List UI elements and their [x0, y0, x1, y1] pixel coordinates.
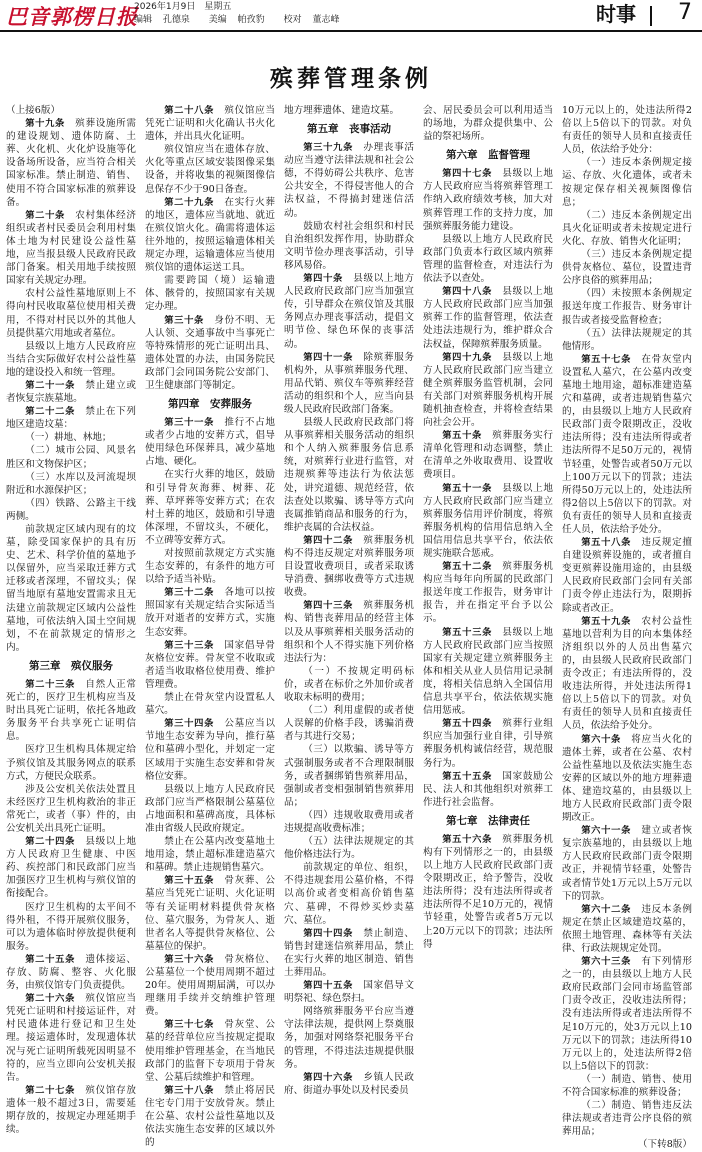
paragraph-text: （四）铁路、公路主干线两侧。	[6, 497, 136, 522]
paragraph-text: 国家倡导文明祭祀、绿色祭扫。	[284, 980, 415, 1005]
article-paragraph	[284, 835, 414, 861]
paragraph-text: 殡葬服务机构不得违反规定对殡葬服务项目设置收费项目，或者采取诱导消费、捆绑收费等方式违规收费。	[284, 534, 415, 599]
article-paragraph	[562, 1138, 692, 1151]
paragraph-text: （二）违反本条例规定出具火化证明或者未按规定进行火化、存放、销售火化证明；	[562, 209, 692, 247]
paragraph-text: （五）法律法规规定的其他情形。	[562, 327, 692, 352]
article-paragraph	[145, 586, 275, 638]
article-number: 第二十二条	[25, 406, 76, 418]
article-number: 第五十条	[442, 430, 482, 442]
paragraph-text: （二）利用虚假的或者使人误解的价格手段，诱骗消费者与其进行交易；	[284, 705, 414, 743]
article-paragraph	[145, 717, 275, 782]
article-number: 第三十条	[164, 314, 204, 326]
article-paragraph	[145, 1084, 275, 1149]
article-number: 第十九条	[25, 118, 65, 130]
paragraph-text: （一）耕地、林地；	[25, 432, 112, 444]
article-paragraph	[6, 117, 136, 209]
article-paragraph	[284, 861, 414, 926]
article-paragraph	[562, 733, 692, 825]
article-paragraph	[284, 1005, 414, 1070]
paragraph-text: 违反本条例规定在禁止区域建造坟墓的，依照土地管理、森林等有关法律、行政法规规定处罚。	[562, 903, 693, 954]
article-paragraph	[6, 835, 136, 900]
paragraph-text: （一）不按规定明码标价，或者在标价之外加价或者收取未标明的费用；	[284, 665, 414, 704]
article-number: 第四十二条	[303, 534, 354, 546]
paragraph-text: 在实行火葬的地区，遗体应当就地、就近在殡仪馆火化。确需将遗体运往外地的，按照运输遗体相关规定办理，运输遗体应当使用殡仪馆的遗体运送工具。	[145, 196, 276, 274]
article-number: 第三十二条	[164, 587, 215, 599]
article-paragraph	[145, 783, 275, 835]
paragraph-text: （四）未按照本条例规定报送年度工作报告、财务审计报告或者接受监督检查；	[562, 288, 692, 326]
article-number: 第二十六条	[25, 993, 76, 1005]
section-divider	[650, 6, 652, 26]
article-number: 第三十七条	[164, 1019, 215, 1031]
article-paragraph	[6, 104, 136, 117]
article-paragraph	[145, 953, 275, 1018]
article-number: 第五十六条	[442, 833, 493, 845]
article-number: 第六十一条	[581, 825, 632, 837]
article-paragraph	[562, 287, 692, 326]
article-paragraph	[145, 547, 275, 586]
paragraph-text: 县级以上地方人民政府民政部门应当建立健全殡葬服务监管机制，会同有关部门对殡葬服务机构开展随机抽查检查，并将检查结果向社会公开。	[423, 351, 554, 429]
paragraph-text: 殡葬设施所需的建设规划、遗体防腐、土葬、火化机、火化炉设施等化设备场所设备，应当符合相关国家标准。禁止制造、销售、使用不符合国家标准的殡葬设备。	[6, 118, 137, 208]
paragraph-text: 地方埋葬遗体、建造坟墓。	[284, 105, 400, 116]
article-paragraph	[284, 927, 414, 979]
article-paragraph	[423, 167, 553, 232]
article-paragraph	[284, 809, 414, 835]
paragraph-text: （二）制造、销售违反法律法规或者违背公序良俗的殡葬用品；	[562, 1100, 692, 1138]
article-column	[145, 104, 276, 1149]
proofreader-name: 董志峰	[312, 15, 340, 25]
article-paragraph	[284, 743, 414, 808]
article-paragraph	[6, 209, 136, 288]
paragraph-text: （二）城市公园、风景名胜区和文物保护区；	[6, 445, 136, 470]
article-number: 第三十一条	[164, 417, 215, 429]
paragraph-text: 对按照前款规定方式实施生态安葬的，有条件的地方可以给予适当补贴。	[145, 548, 275, 586]
paragraph-text: 农村公益性墓地原则上不得向村民收取墓位使用相关费用，不得对村民以外的其他人员提供墓穴用地或者墓位。	[6, 288, 136, 339]
paragraph-text: （下转8版）	[637, 1139, 692, 1151]
article-paragraph	[562, 327, 692, 353]
paragraph-text: 涉及公安机关依法处置且未经医疗卫生机构救治的非正常死亡，或者（事）件的，由公安机关出具死亡证明。	[6, 783, 136, 834]
article-paragraph	[562, 1099, 692, 1138]
article-number: 第四十五条	[303, 980, 354, 992]
issue-date: 2026年1月9日 星期五	[134, 2, 232, 12]
paragraph-text: （四）违规收取费用或者违规提高收费标准；	[284, 809, 414, 834]
paragraph-text: 殡葬服务机构、销售丧葬用品的经营主体以及从事殡葬相关服务活动的组织和个人不得实施下列价格违法行为：	[284, 600, 415, 664]
paragraph-text: 殡葬行业组织应当加强行业自律，引导殡葬服务机构诚信经营，规范服务行为。	[423, 718, 554, 769]
article-paragraph	[145, 639, 275, 691]
article-number: 第三十六条	[164, 953, 215, 965]
paragraph-text: 禁止将居民住宅专门用于安放骨灰。禁止在公墓、农村公益性墓地以及依法实施生态安葬的区域以外的	[145, 1084, 276, 1149]
article-paragraph	[6, 743, 136, 782]
article-number: 第三十四条	[164, 718, 215, 730]
article-paragraph	[145, 874, 275, 953]
article-paragraph	[284, 665, 414, 704]
article-paragraph	[6, 497, 136, 523]
article-paragraph	[284, 1071, 414, 1097]
article-paragraph	[145, 835, 275, 874]
article-number: 第三十五条	[164, 875, 215, 887]
article-number: 第五十二条	[442, 561, 493, 573]
paragraph-text: 建立或者恢复宗族墓地的，由县级以上地方人民政府民政部门责令限期改正，并视情节轻重，处警告或者情节处1万元以上5万元以下的罚款。	[562, 825, 693, 902]
paragraph-text: 县级以上地方人民政府民政部门应当加强殡葬工作的监督管理，依法查处违法违规行为，维护群众合法权益，保障殡葬服务质量。	[423, 286, 554, 350]
paragraph-text: 前款规定区域内现有的坟墓，除受国家保护的具有历史、艺术、科学价值的墓地予以保留外，应当采取迁葬方式迁移或者深埋，不留坟头；保留当地原有墓地安置需求且无法建立前款规定区域内公益性墓地，可依法纳入国土空间规划，不在前款规定的情形之内。	[6, 524, 136, 653]
article-paragraph	[6, 523, 136, 654]
page-number: 7	[678, 0, 692, 25]
article-number: 第四十三条	[303, 600, 354, 612]
article-number: 第五十一条	[442, 482, 493, 494]
paragraph-text: 除殡葬服务机构外，从事殡葬服务代理、用品代销、殡仪车等殡葬经营活动的组织和个人，应当向县级人民政府民政部门备案。	[284, 351, 415, 415]
paragraph-text: 骨灰堂、公墓的经营单位应当按规定提取使用维护管理基金，在当地民政部门的监督下专项用于骨灰堂、公墓后续维护和管理。	[145, 1019, 276, 1083]
article-column	[562, 104, 693, 1151]
article-number: 第五十九条	[581, 615, 632, 627]
paragraph-text: 会、居民委员会可以利用适当的场地，为群众提供集中、公益的祭祀场所。	[423, 105, 553, 143]
paragraph-text: 农村集体经济组织或者村民委员会利用村集体土地为村民建设公益性墓地，应当报县级人民政府民政部门备案。相关用地手续按照国家有关规定办理。	[6, 209, 137, 287]
article-paragraph	[562, 536, 692, 615]
paragraph-text: 推行不占地或者少占地的安葬方式，倡导使用绿色环保葬具，减少墓地占地、硬化。	[145, 417, 276, 468]
article-paragraph	[145, 1018, 275, 1083]
paragraph-text: 县级以上地方人民政府民政部门应当加强宣传，引导群众在殡仪馆及其服务网点办理丧事活动，提倡文明节俭、绿色环保的丧事活动。	[284, 273, 415, 350]
article-paragraph	[284, 272, 414, 351]
paragraph-text: 县级人民政府民政部门将从事殡葬相关服务活动的组织和个人纳入殡葬服务信息系统，对殡葬行业进行监管，对违规殡葬等违法行为依法惩处，讲究道德、规范经营，依法查处以欺骗、诱导等方式向丧属推销商品和服务的行为，维护丧属的合法权益。	[284, 417, 414, 533]
paragraph-text: （三）违反本条例规定提供骨灰格位、墓位，设置违背公序良俗的殡葬用品；	[562, 249, 692, 287]
paragraph-text: 违反规定擅自建设殡葬设施的，或者擅自变更殡葬设施用途的，由县级人民政府民政部门会同有关部门责令停止违法行为，限期拆除或者改正。	[562, 537, 693, 614]
paragraph-text: 自然人正常死亡的，医疗卫生机构应当及时出具死亡证明，依托各地政务服务平台共享死亡证明信息。	[6, 678, 137, 743]
article-number: 第四十一条	[303, 351, 354, 363]
paragraph-text: 殡仪馆应当凭死亡证明和村接运证件，对村民遗体进行登记和卫生处理。接运遗体时，发现遗体状况与死亡证明所载死因明显不符的，应当立即向公安机关报告。	[6, 993, 137, 1083]
chapter-heading: 第七章 法律责任	[446, 814, 530, 827]
paragraph-text: 县级以上地方人民政府应当将殡葬管理工作纳入政府绩效考核，加大对殡葬管理工作的支持力度，加强殡葬服务能力建设。	[423, 168, 554, 232]
article-number: 第六十二条	[581, 903, 632, 915]
article-paragraph	[6, 287, 136, 339]
paragraph-text: 乡镇人民政府、街道办事处以及村民委员	[284, 1071, 415, 1096]
section-name: 时事	[596, 2, 636, 26]
paragraph-text: 县级以上地方人民政府应当结合实际做好农村公益性墓地的建设投入和统一管理。	[6, 340, 136, 378]
paragraph-text: （三）水库以及河流堤坝附近和水源保护区；	[6, 471, 136, 496]
paragraph-text: 禁止在下列地区建造坟墓：	[6, 406, 137, 431]
paragraph-text: 公墓应当以节地生态安葬为导向，推行墓位和墓碑小型化，并划定一定区域用于实施生态安葬和骨灰格位安葬。	[145, 718, 276, 782]
paragraph-text: 殡仪馆存放遗体一般不超过3日，需要延期存放的，按规定办理延期手续。	[6, 1084, 137, 1136]
article-number: 第四十四条	[303, 927, 354, 939]
article-paragraph	[145, 274, 275, 313]
article-paragraph	[562, 615, 692, 733]
article-column	[423, 104, 553, 1016]
article-paragraph	[423, 833, 553, 951]
article-paragraph	[284, 104, 414, 117]
article-number: 第六十三条	[581, 956, 632, 968]
article-paragraph	[145, 196, 275, 275]
paragraph-text: 网络殡葬服务平台应当遵守法律法规，提供网上祭奠服务，加强对网络祭祀服务平台的管理，不得违法违规提供服务。	[284, 1006, 414, 1070]
article-paragraph	[6, 901, 136, 953]
article-paragraph	[423, 285, 553, 350]
article-paragraph	[284, 416, 414, 534]
article-paragraph	[284, 534, 414, 599]
article-paragraph	[145, 143, 275, 195]
article-paragraph	[562, 1073, 692, 1099]
paragraph-text: 殡仪馆应当凭死亡证明和火化确认书火化遗体，并出具火化证明。	[145, 105, 276, 143]
article-paragraph	[423, 626, 553, 718]
article-paragraph	[145, 314, 275, 393]
masthead-rule	[0, 30, 702, 32]
article-paragraph	[6, 340, 136, 379]
article-number: 第六十条	[581, 733, 621, 745]
paragraph-text: 县级以上地方人民政府民政部门应当严格限制公墓墓位占地面积和墓碑高度，具体标准由省级人民政府规定。	[145, 783, 275, 834]
article-number: 第三十八条	[164, 1084, 215, 1096]
article-paragraph	[145, 416, 275, 468]
article-paragraph	[6, 953, 136, 992]
article-paragraph	[562, 209, 692, 248]
paragraph-text: 将应当火化的遗体土葬，或者在公墓、农村公益性墓地以及依法实施生态安葬的区域以外的地方埋葬遗体、建造坟墓的，由县级以上地方人民政府民政部门责令限期改正。	[562, 733, 693, 824]
paragraph-text: 办理丧事活动应当遵守法律法规和社会公德，不得妨碍公共秩序、危害公共安全，不得侵害他人的合法权益，不得搞封建迷信活动。	[284, 142, 415, 219]
article-number: 第二十八条	[164, 105, 215, 116]
article-paragraph	[562, 248, 692, 287]
article-paragraph	[562, 156, 692, 208]
article-column	[6, 104, 137, 1136]
article-paragraph	[284, 220, 414, 272]
article-paragraph	[562, 824, 692, 903]
editor-name: 孔德泉	[162, 15, 190, 25]
article-number: 第二十四条	[25, 836, 76, 848]
article-paragraph	[284, 704, 414, 743]
masthead	[0, 0, 702, 30]
article-paragraph	[145, 468, 275, 547]
paragraph-text: 医疗卫生机构具体规定给予殡仪馆及其服务网点的联系方式，方便民众联系。	[6, 744, 136, 782]
paragraph-text: 国家倡导骨灰格位安葬。骨灰堂不收取或者适当收取格位使用费、维护管理费。	[145, 639, 276, 690]
paragraph-text: 县级以上地方人民政府民政部门应当按照国家有关规定建立殡葬服务主体和相关从业人员信用记录制度，将相关信息纳入全国信用信息共享平台，依法依规实施信用惩戒。	[423, 626, 554, 717]
article-paragraph	[562, 955, 692, 1073]
newspaper-logo: 巴音郭楞日报	[6, 4, 138, 29]
paragraph-text: 骨灰格位、公墓墓位一个使用周期不超过20年。使用周期届满，可以办理继用手续并交纳维护管理费。	[145, 953, 276, 1018]
article-number: 第五十八条	[581, 537, 632, 549]
article-paragraph	[423, 351, 553, 430]
paragraph-text: 在骨灰堂内设置私人墓穴，在公墓内改变墓地土地用途，超标准建造墓穴和墓碑，或者违规销售墓穴的，由县级以上地方人民政府民政部门责令限期改正，没收违法所得；没有违法所得或者违法所得不足50万元的，视情节轻重，处警告或者50万元以上100万元以下的罚款；违法所得50万元以上的，处违法所得2倍以上5倍以下的罚款。对负有责任的领导人员和直接责任人员，依法给予处分。	[562, 353, 693, 535]
paragraph-text: 县级以上地方人民政府民政部门负责本行政区域内殡葬管理的监督检查，对违法行为依法予以查处。	[423, 233, 553, 285]
article-number: 第四十条	[303, 273, 343, 285]
article-number: 第四十九条	[442, 351, 493, 363]
article-number: 第三十三条	[164, 639, 215, 651]
proof-label: 校对	[283, 15, 302, 25]
article-paragraph	[423, 429, 553, 481]
article-paragraph	[562, 104, 692, 156]
article-paragraph	[423, 560, 553, 625]
paragraph-text: 禁止建立或者恢复宗族墓地。	[6, 379, 137, 405]
editor-label: 编辑	[134, 15, 153, 25]
paragraph-text: 殡仪馆应当在遗体存放、火化等重点区域安装图像采集设备，并将收集的视频图像信息保存不少于90日备查。	[145, 144, 275, 195]
paragraph-text: 禁止在骨灰堂内设置私人墓穴。	[145, 692, 275, 717]
paragraph-text: 遗体接运、存放、防腐、整容、火化服务，由殡仪馆专门负责提供。	[6, 953, 137, 992]
article-paragraph	[6, 379, 136, 405]
paragraph-text: （五）法律法规规定的其他价格违法行为。	[284, 836, 414, 861]
article-paragraph	[6, 444, 136, 470]
paragraph-text: 身份不明、无人认领、交通事故中当事死亡等特殊情形的死亡证明出具、遗体处置的办法，由国务院民政部门会同国务院公安部门、卫生健康部门等制定。	[145, 314, 276, 391]
paragraph-text: 有下列情形之一的，由县级以上地方人民政府民政部门会同市场监管部门责令改正，没收违法所得；没有违法所得或者违法所得不足10万元的，处3万元以上10万元以下的罚款；违法所得10万元以上的，处违法所得2倍以上5倍以下的罚款：	[562, 956, 693, 1072]
article-paragraph	[284, 351, 414, 416]
article-number: 第二十七条	[25, 1084, 76, 1096]
article-number: 第四十七条	[442, 168, 493, 180]
article-number: 第四十八条	[442, 286, 493, 298]
article-paragraph	[562, 353, 692, 536]
article-paragraph	[423, 482, 553, 561]
article-paragraph	[145, 691, 275, 717]
article-column	[284, 104, 415, 1096]
article-paragraph	[6, 431, 136, 444]
article-paragraph	[423, 717, 553, 769]
paragraph-text: 殡葬服务机构有下列情形之一的，由县级以上地方人民政府民政部门责令限期改正，给予警告，没收违法所得；没有违法所得或者违法所得不足10万元的，视情节轻重，处警告或者5万元以上20万元以下的罚款；违法所得	[423, 833, 554, 950]
article-paragraph	[6, 783, 136, 835]
article-number: 第五十五条	[442, 770, 493, 782]
paragraph-text: （三）以欺骗、诱导等方式强制服务或者不合理限制服务，或者捆绑销售殡葬用品，强制或者变相强制销售殡葬用品；	[284, 744, 414, 808]
paragraph-text: 农村公益性墓地以营利为目的向本集体经济组织以外的人员出售墓穴的，由县级人民政府民政部门责令改正；有违法所得的，没收违法所得，并处违法所得1倍以上5倍以下的罚款。对负有责任的领导人员和直接责任人员，依法给予处分。	[562, 615, 693, 732]
paragraph-text: （一）制造、销售、使用不符合国家标准的殡葬设备；	[562, 1073, 692, 1099]
paragraph-text: 在实行火葬的地区，鼓励和引导骨灰海葬、树葬、花葬、草坪葬等安葬方式；在农村土葬的地区，鼓励和引导遗体深埋，不留坟头，不硬化，不立碑等安葬方式。	[145, 469, 275, 546]
article-paragraph	[423, 770, 553, 809]
paragraph-text: （上接6版）	[6, 105, 61, 116]
paragraph-text: 殡葬服务实行清单化管理和动态调整，禁止在清单之外收取费用、设置收费项目。	[423, 430, 554, 481]
article-number: 第五十四条	[442, 718, 493, 730]
paragraph-text: 县级以上地方人民政府卫生健康、中医药、疾控部门和民政部门应当加强医疗卫生机构与殡仪馆的衔接配合。	[6, 836, 137, 900]
article-title: 殡葬管理条例	[270, 66, 432, 92]
article-paragraph	[145, 104, 275, 143]
masthead-meta	[134, 2, 355, 26]
article-paragraph	[562, 903, 692, 955]
article-number: 第二十五条	[25, 953, 76, 965]
chapter-heading: 第四章 安葬服务	[168, 398, 252, 411]
article-number: 第五十七条	[581, 353, 632, 365]
article-paragraph	[6, 992, 136, 1084]
paragraph-text: 前款规定的单位、组织，不得违规套用公墓价格，不得以高价或者变相高价销售墓穴、墓碑，不得炒买炒卖墓穴、墓位。	[284, 862, 414, 926]
paragraph-text: 需要跨国（境）运输遗体、骸骨的，按照国家有关规定办理。	[145, 275, 275, 313]
article-paragraph	[6, 405, 136, 431]
article-number: 第二十九条	[164, 196, 215, 208]
article-number: 第二十条	[25, 209, 65, 221]
article-number: 第二十三条	[25, 678, 76, 690]
article-paragraph	[6, 471, 136, 497]
chapter-heading: 第三章 殡仪服务	[29, 659, 113, 672]
designer-label: 美编	[208, 15, 227, 25]
paragraph-text: 医疗卫生机构的太平间不得外租，不得开展殡仪服务，可以为遗体临时停放提供便利服务。	[6, 901, 136, 952]
paragraph-text: （一）违反本条例规定接运、存放、火化遗体，或者未按规定保存相关视频图像信息；	[562, 157, 692, 208]
article-number: 第三十九条	[303, 142, 354, 154]
paragraph-text: 骨灰葬、公墓应当凭死亡证明、火化证明等有关证明材料提供骨灰格位、墓穴服务，为骨灰人、逝世者名人等提供骨灰格位、公墓墓位的保护。	[145, 875, 276, 952]
paragraph-text: 鼓励农村社会组织和村民自治组织发挥作用，协助群众文明节俭办理丧事活动，引导移风易俗。	[284, 220, 414, 271]
paragraph-text: 禁止在公墓内改变墓地土地用途，禁止超标准建造墓穴和墓碑。禁止违规销售墓穴。	[145, 836, 275, 874]
chapter-heading: 第五章 丧事活动	[307, 123, 391, 136]
article-paragraph	[423, 104, 553, 143]
paragraph-text: 禁止制造、销售封建迷信殡葬用品，禁止在实行火葬的地区制造、销售土葬用品。	[284, 927, 415, 978]
article-number: 第五十三条	[442, 626, 493, 638]
designer-name: 帕孜豹	[237, 15, 265, 25]
paragraph-text: 各地可以按照国家有关规定结合实际适当放开对逝者的安葬方式，实施生态安葬。	[145, 587, 276, 638]
paragraph-text: 殡葬服务机构应当每年向所属的民政部门报送年度工作报告，财务审计报告，并在指定平台予以公示。	[423, 561, 554, 625]
chapter-heading: 第六章 监督管理	[446, 149, 530, 162]
article-paragraph	[284, 979, 414, 1005]
paragraph-text: 县级以上地方人民政府民政部门应当建立殡葬服务信用评价制度，将殡葬服务机构的信用信息纳入全国信用信息共享平台，依法依规实施联合惩戒。	[423, 482, 554, 559]
paragraph-text: 10万元以上的，处违法所得2倍以上5倍以下的罚款。对负有责任的领导人员和直接责任人员，依法给予处分：	[562, 105, 692, 156]
paragraph-text: 国家鼓励公民、法人和其他组织对殡葬工作进行社会监督。	[423, 770, 554, 808]
article-paragraph	[6, 1084, 136, 1136]
article-paragraph	[284, 141, 414, 220]
article-paragraph	[284, 599, 414, 664]
article-number: 第二十一条	[25, 379, 76, 391]
article-number: 第四十六条	[303, 1071, 354, 1083]
article-paragraph	[423, 233, 553, 285]
article-paragraph	[6, 678, 136, 743]
